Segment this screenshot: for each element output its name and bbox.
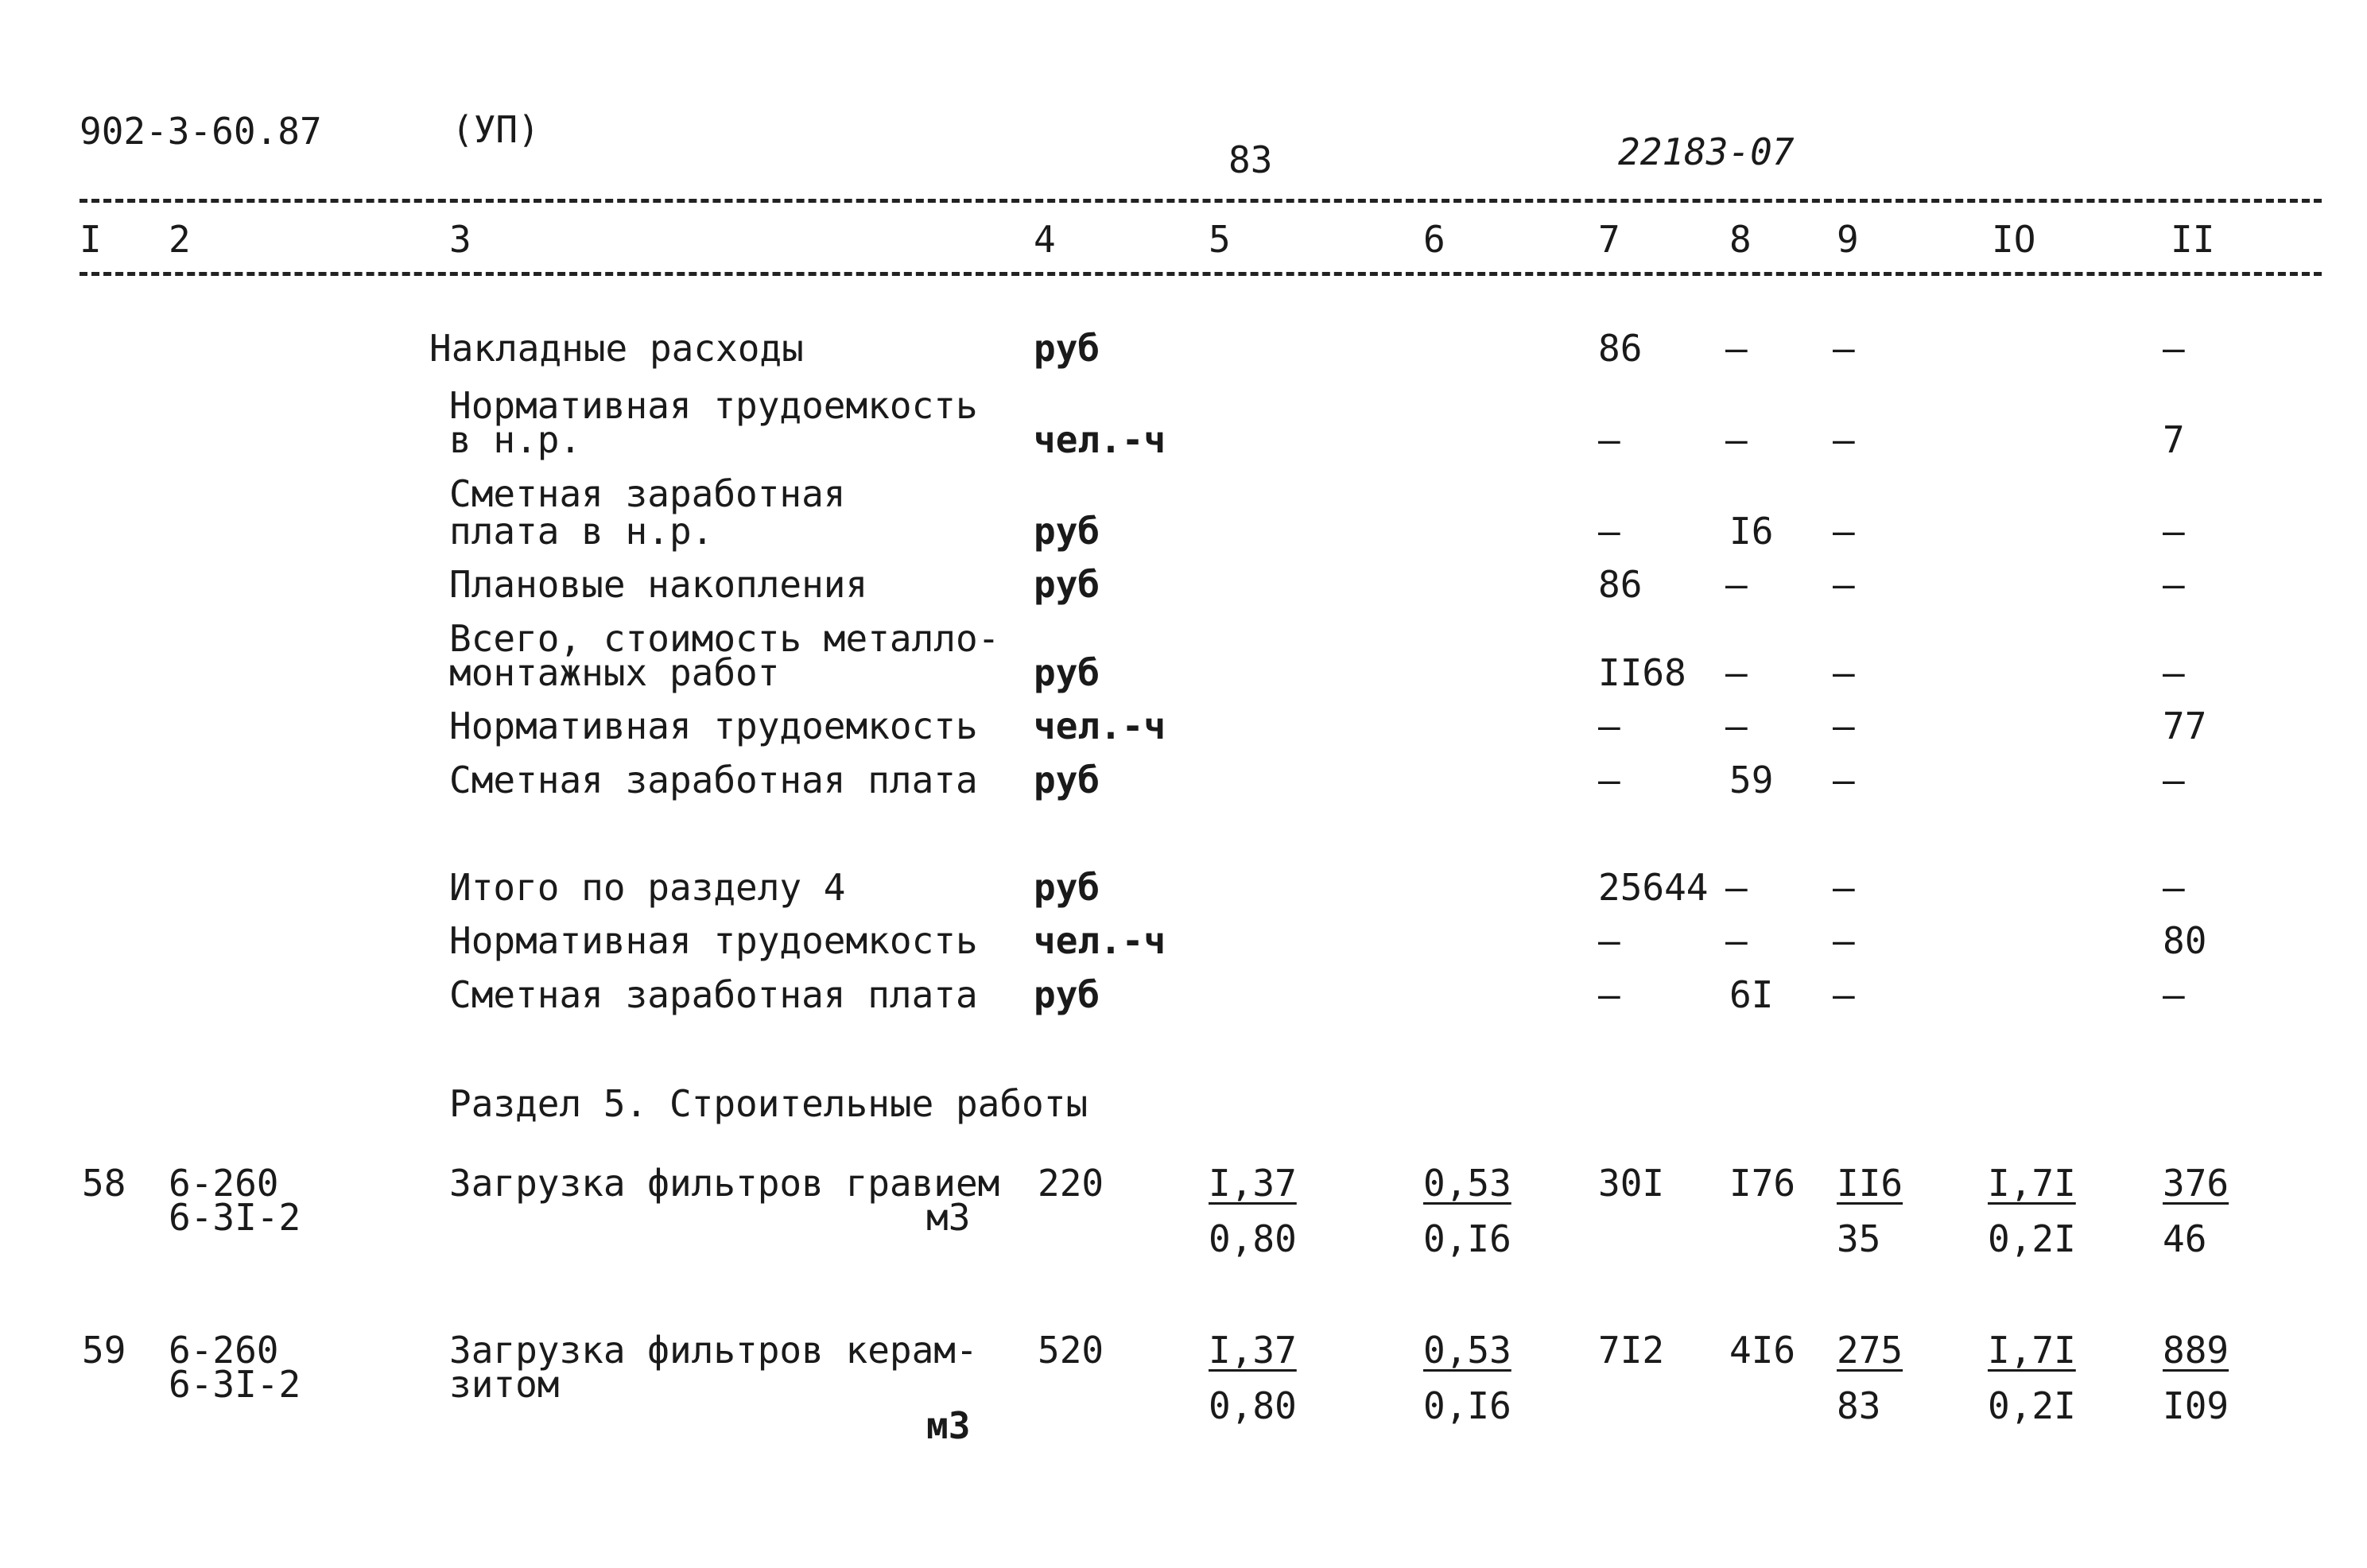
row-unit: чел.-ч [1034, 418, 1166, 461]
row-col7: 86 [1598, 327, 1643, 370]
item-col7: 7I2 [1598, 1329, 1665, 1372]
col-6: 6 [1423, 218, 1445, 261]
row-col8: – [1725, 704, 1748, 747]
item-col7: 30I [1598, 1162, 1665, 1205]
row-desc: Накладные расходы [429, 327, 804, 370]
item-col9-top: II6 [1837, 1162, 1903, 1205]
col-9: 9 [1837, 218, 1859, 261]
item-number: 58 [82, 1162, 126, 1205]
col-11: II [2171, 218, 2215, 261]
doc-code: 902-3-60.87 [80, 110, 322, 153]
row-desc: Всего, стоимость металло- [449, 617, 1000, 660]
row-col8: I6 [1729, 510, 1774, 553]
item-code: 6-260 [169, 1162, 279, 1205]
doc-mark: (УП) [452, 108, 540, 151]
row-col7: – [1598, 759, 1620, 801]
item-col8: I76 [1729, 1162, 1796, 1205]
item-desc: Загрузка фильтров керам- [449, 1329, 978, 1372]
item-col9-bottom: 35 [1837, 1217, 1881, 1260]
col-2: 2 [169, 218, 191, 261]
row-unit: руб [1034, 866, 1100, 909]
row-col7: – [1598, 510, 1620, 553]
row-col11: 80 [2163, 919, 2207, 962]
item-col11-bottom: 46 [2163, 1217, 2207, 1260]
row-unit: руб [1034, 651, 1100, 694]
col-1: I [80, 218, 102, 261]
row-col7: – [1598, 973, 1620, 1016]
item-col10-top: I,7I [1988, 1162, 2076, 1205]
row-col9: – [1833, 759, 1855, 801]
row-desc: Нормативная трудоемкость [449, 704, 978, 747]
row-desc: Итого по разделу 4 [449, 866, 846, 909]
row-col11: 77 [2163, 704, 2207, 747]
item-col11-top: 889 [2163, 1329, 2229, 1372]
row-col9: – [1833, 919, 1855, 962]
item-col4: 520 [1038, 1329, 1104, 1372]
item-desc-cont: зитом [449, 1363, 560, 1406]
row-col7: II68 [1598, 651, 1686, 694]
row-desc: Сметная заработная плата [449, 759, 978, 801]
row-desc: Плановые накопления [449, 563, 868, 606]
page-number: 83 [1228, 138, 1273, 181]
row-col7: – [1598, 919, 1620, 962]
item-col5-bottom: 0,80 [1209, 1384, 1297, 1427]
row-col9: – [1833, 510, 1855, 553]
item-col10-bottom: 0,2I [1988, 1217, 2076, 1260]
row-col11: – [2163, 973, 2185, 1016]
row-col11: – [2163, 327, 2185, 370]
item-unit: м3 [926, 1404, 971, 1447]
item-col6-top: 0,53 [1423, 1329, 1511, 1372]
row-desc: Нормативная трудоемкость [449, 384, 978, 427]
item-code: 6-260 [169, 1329, 279, 1372]
row-col8: – [1725, 563, 1748, 606]
row-col8: 59 [1729, 759, 1774, 801]
col-4: 4 [1034, 218, 1056, 261]
header-rule-bottom [80, 272, 2322, 276]
row-desc: Сметная заработная плата [449, 973, 978, 1016]
item-code: 6-3I-2 [169, 1196, 301, 1239]
row-col9: – [1833, 704, 1855, 747]
row-col11: – [2163, 651, 2185, 694]
item-col9-bottom: 83 [1837, 1384, 1881, 1427]
row-col8: 6I [1729, 973, 1774, 1016]
header-rule-top [80, 199, 2322, 203]
row-col9: – [1833, 973, 1855, 1016]
col-5: 5 [1209, 218, 1231, 261]
row-unit: чел.-ч [1034, 919, 1166, 962]
item-code: 6-3I-2 [169, 1363, 301, 1406]
item-number: 59 [82, 1329, 126, 1372]
row-col8: – [1725, 651, 1748, 694]
section-title: Раздел 5. Строительные работы [449, 1082, 1088, 1125]
item-desc: Загрузка фильтров гравием [449, 1162, 1000, 1205]
item-col10-bottom: 0,2I [1988, 1384, 2076, 1427]
row-unit: руб [1034, 973, 1100, 1016]
item-col5-top: I,37 [1209, 1329, 1297, 1372]
row-unit: руб [1034, 563, 1100, 606]
row-desc-cont: плата в н.р. [449, 510, 714, 553]
item-col6-bottom: 0,I6 [1423, 1384, 1511, 1427]
item-col11-top: 376 [2163, 1162, 2229, 1205]
col-3: 3 [449, 218, 471, 261]
row-col9: – [1833, 418, 1855, 461]
doc-number: 22183-07 [1618, 130, 1795, 173]
row-col7: – [1598, 704, 1620, 747]
item-col10-top: I,7I [1988, 1329, 2076, 1372]
col-10: IO [1992, 218, 2036, 261]
row-col9: – [1833, 866, 1855, 909]
row-col11: – [2163, 866, 2185, 909]
row-desc-cont: монтажных работ [449, 651, 780, 694]
row-desc: Сметная заработная [449, 472, 846, 515]
item-col4: 220 [1038, 1162, 1104, 1205]
item-col8: 4I6 [1729, 1329, 1796, 1372]
row-col9: – [1833, 651, 1855, 694]
col-8: 8 [1729, 218, 1752, 261]
item-col9-top: 275 [1837, 1329, 1903, 1372]
item-col5-top: I,37 [1209, 1162, 1297, 1205]
item-col11-bottom: I09 [2163, 1384, 2229, 1427]
row-unit: чел.-ч [1034, 704, 1166, 747]
item-col6-bottom: 0,I6 [1423, 1217, 1511, 1260]
row-col8: – [1725, 866, 1748, 909]
row-unit: руб [1034, 510, 1100, 553]
row-col7: 86 [1598, 563, 1643, 606]
item-col5-bottom: 0,80 [1209, 1217, 1297, 1260]
row-col7: – [1598, 418, 1620, 461]
row-col11: – [2163, 759, 2185, 801]
row-col11: – [2163, 563, 2185, 606]
row-col11: – [2163, 510, 2185, 553]
row-unit: руб [1034, 327, 1100, 370]
row-col8: – [1725, 919, 1748, 962]
row-unit: руб [1034, 759, 1100, 801]
row-desc: Нормативная трудоемкость [449, 919, 978, 962]
row-col8: – [1725, 418, 1748, 461]
row-col9: – [1833, 327, 1855, 370]
row-col9: – [1833, 563, 1855, 606]
item-unit: м3 [926, 1196, 971, 1239]
col-7: 7 [1598, 218, 1620, 261]
row-col7: 25644 [1598, 866, 1709, 909]
row-col11: 7 [2163, 418, 2185, 461]
row-desc-cont: в н.р. [449, 418, 582, 461]
row-col8: – [1725, 327, 1748, 370]
item-col6-top: 0,53 [1423, 1162, 1511, 1205]
